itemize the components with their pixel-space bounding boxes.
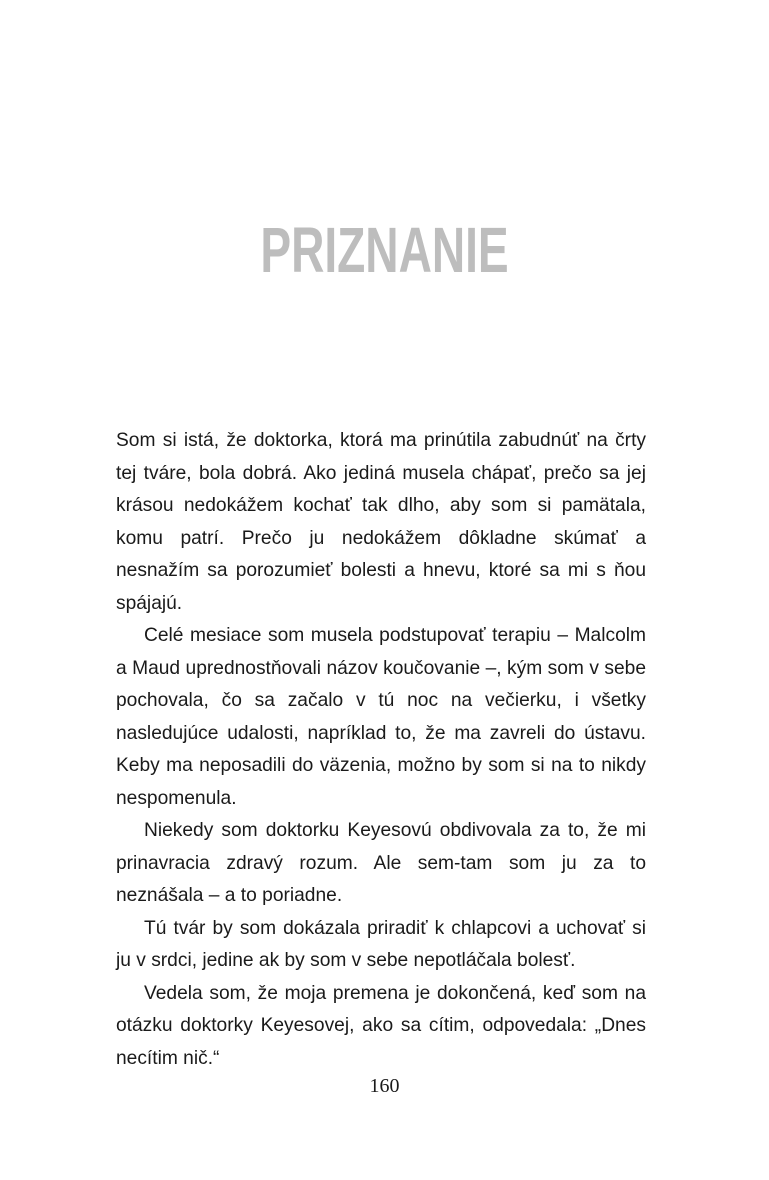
paragraph-4: Tú tvár by som dokázala priradiť k chlapcovi a uchovať si ju v srdci, jedine ak by som v sebe nepotláčala bolesť.	[116, 917, 646, 971]
paragraph-2: Celé mesiace som musela podstupovať terapiu – Malcolm a Maud uprednostňovali názov koučovanie –, kým som v sebe pochovala, čo sa začalo v tú noc na večierku, i všetky nasledujúce udalosti, napríklad to, že ma zavreli do ústavu. Keby ma neposadili do väzenia, možno by som si na to nikdy nespomenula.	[116, 625, 646, 809]
page-number: 160	[369, 1075, 400, 1097]
body-text	[116, 425, 646, 1075]
chapter-title: PRIZNANIE	[260, 214, 509, 286]
paragraph-1: Som si istá, že doktorka, ktorá ma prinútila zabudnúť na črty tej tváre, bola dobrá. Ako jediná musela chápať, prečo sa jej krásou nedokážem kochať tak dlho, aby som si pamätala, komu patrí. Prečo ju nedokážem dôkladne skúmať a nesnažím sa porozumieť bolesti a hnevu, ktoré sa mi s ňou spájajú.	[116, 430, 646, 614]
paragraph-3: Niekedy som doktorku Keyesovú obdivovala za to, že mi prinavracia zdravý rozum. Ale sem-tam som ju za to neznášala – a to poriadne.	[116, 820, 646, 906]
paragraph-5: Vedela som, že moja premena je dokončená, keď som na otázku doktorky Keyesovej, ako sa cítim, odpovedala: „Dnes necítim nič.“	[116, 982, 646, 1069]
